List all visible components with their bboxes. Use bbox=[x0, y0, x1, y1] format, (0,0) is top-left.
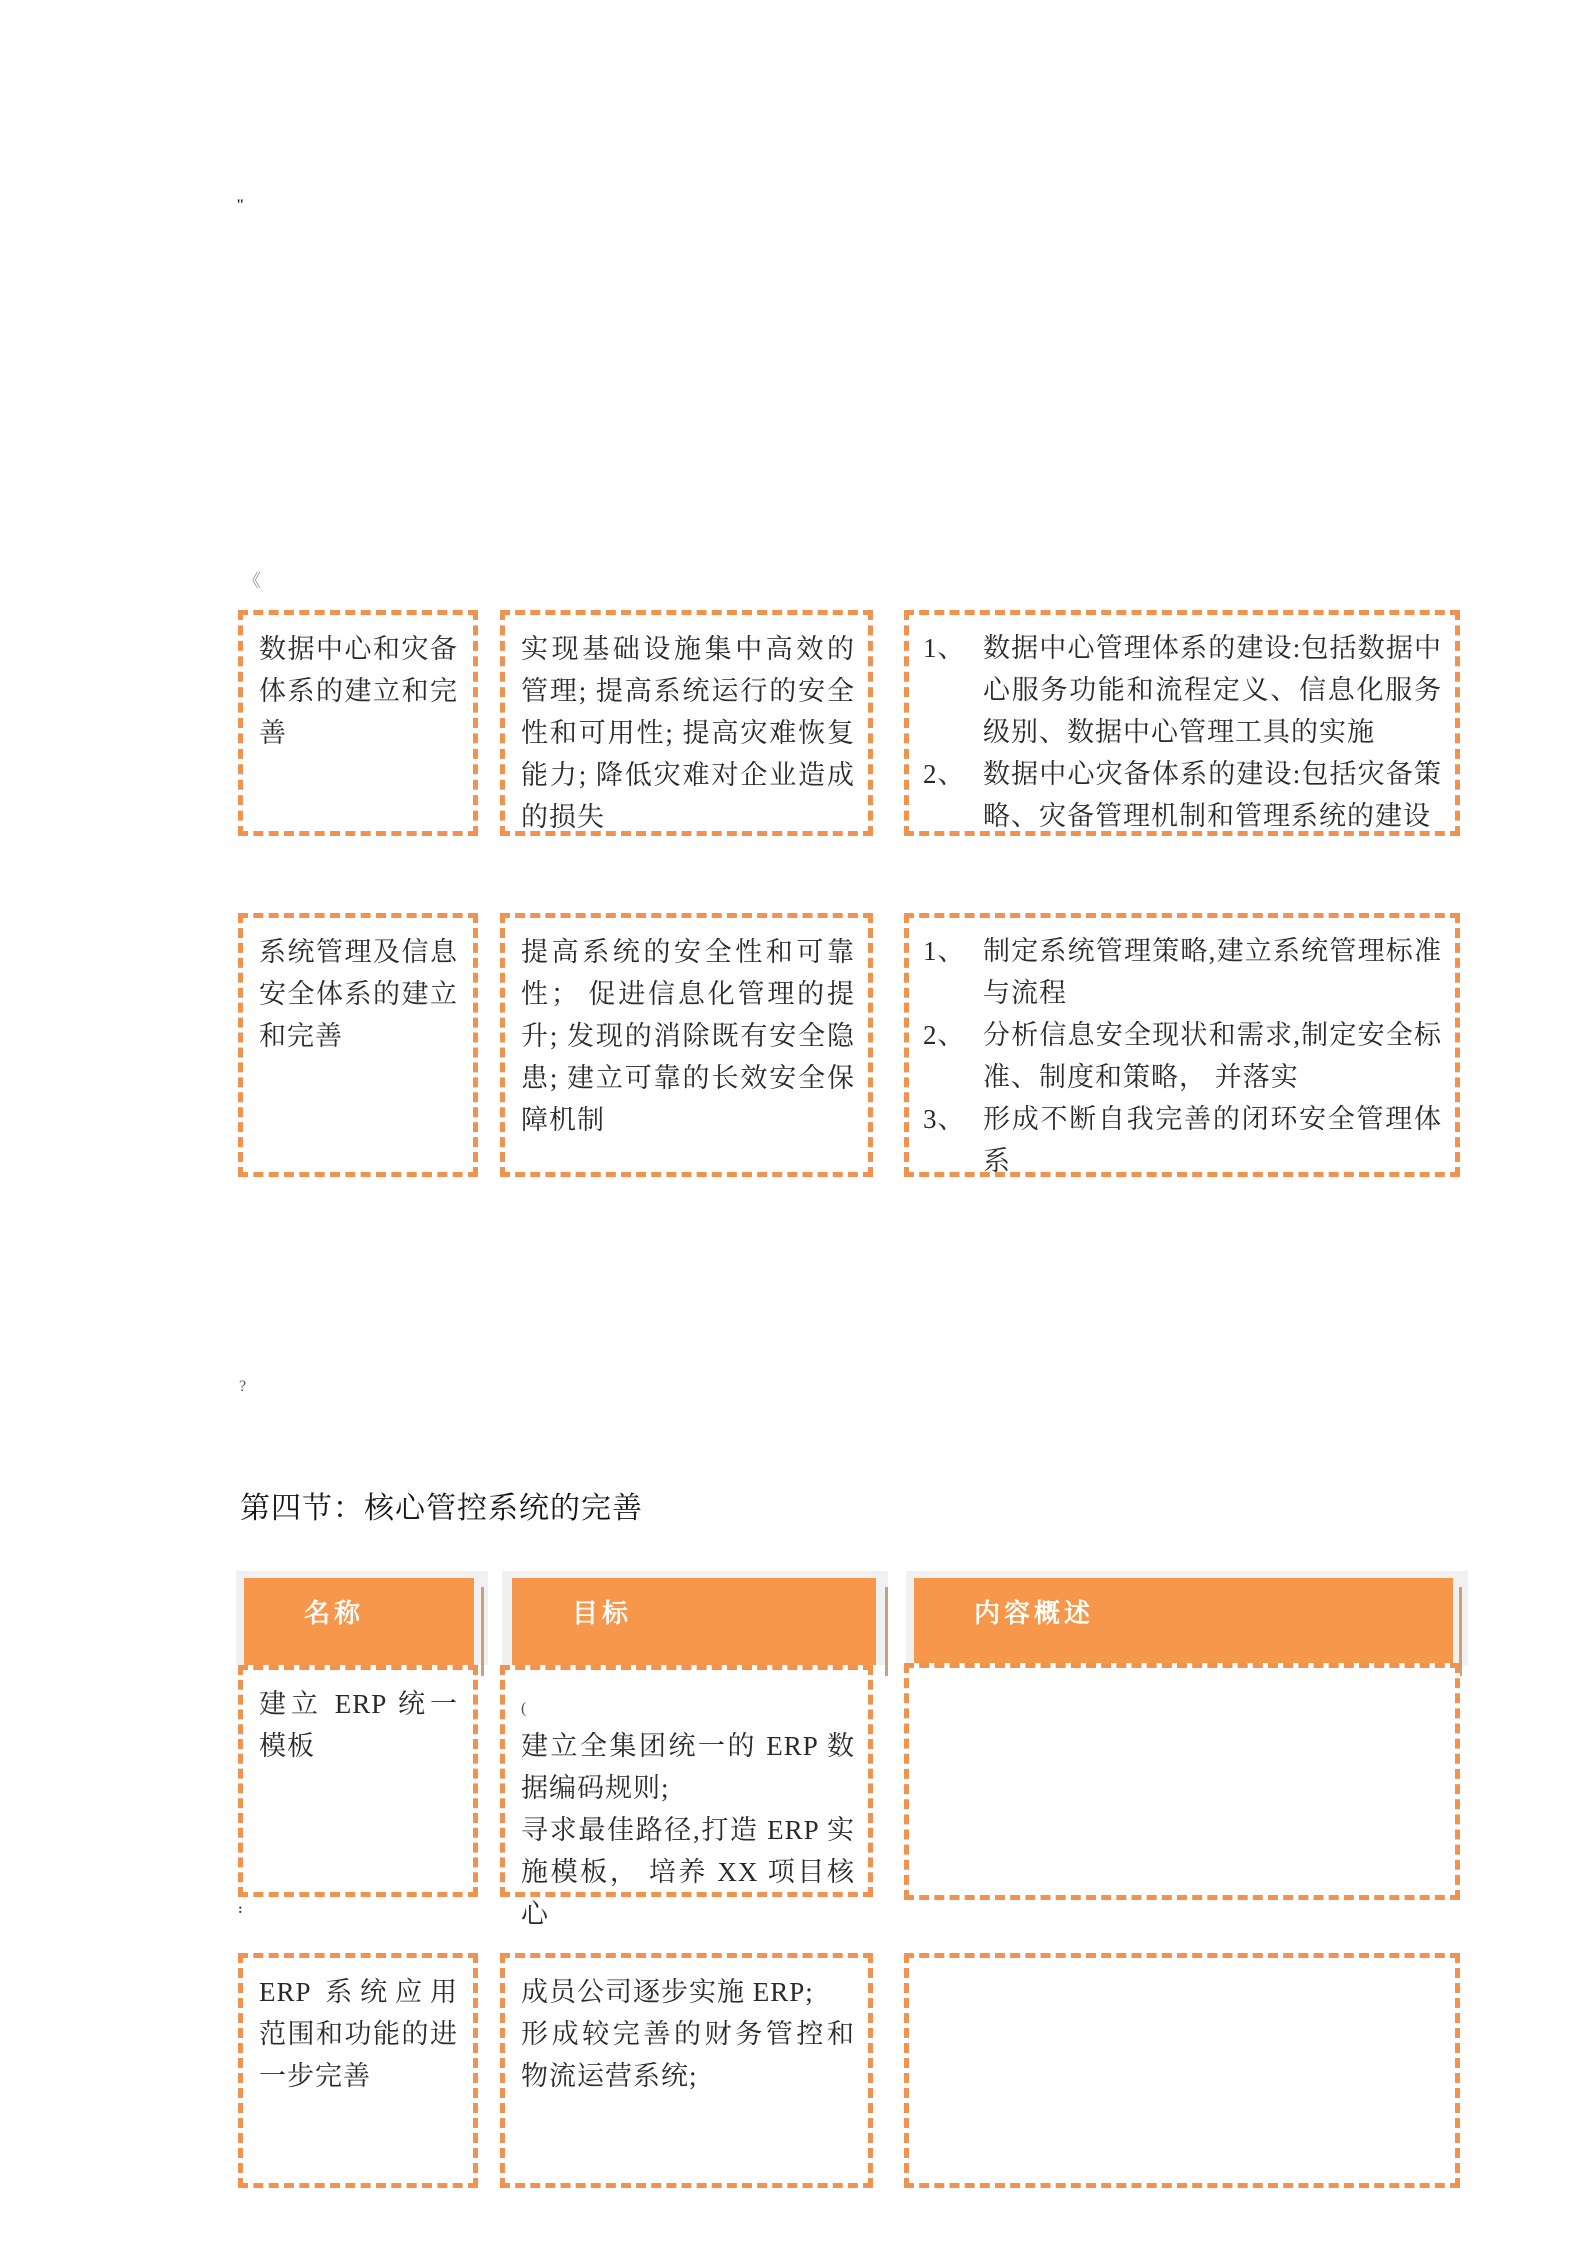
goal-line: 成员公司逐步实施 ERP; bbox=[521, 1977, 814, 2007]
section-title: 第四节：核心管控系统的完善 bbox=[240, 1492, 643, 1525]
stray-question-mark: ? bbox=[239, 1378, 247, 1395]
row1-name-text: 数据中心和灾备体系的建立和完善 bbox=[259, 634, 458, 748]
list-item-text: 制定系统管理策略,建立系统管理标准与流程 bbox=[983, 936, 1442, 1008]
goal-line: 形成较完善的财务管控和物流运营系统; bbox=[521, 2019, 855, 2091]
row-content-text bbox=[909, 1958, 1455, 1971]
bottom-table-row1-goal-cell bbox=[500, 1665, 873, 1929]
row2-name-text: 系统管理及信息安全体系的建立和完善 bbox=[259, 937, 458, 1051]
top-table-row1-goal-cell bbox=[500, 610, 873, 836]
top-table-row1-name-cell bbox=[238, 610, 478, 836]
list-item-number: 3、 bbox=[923, 1104, 966, 1134]
column-header-content bbox=[914, 1578, 1453, 1665]
list-item-text: 数据中心管理体系的建设:包括数据中心服务功能和流程定义、信息化服务级别、数据中心管理工具的实施 bbox=[983, 633, 1442, 747]
top-table-row2-name-cell bbox=[238, 913, 478, 1177]
row1-content-list bbox=[909, 615, 1455, 837]
row1-goal-text: 实现基础设施集中高效的管理; 提高系统运行的安全性和可用性; 提高灾难恢复能力; 降低灾难对企业造成的损失 bbox=[521, 634, 855, 832]
list-item bbox=[923, 753, 1442, 837]
bottom-table-row1-content-cell bbox=[904, 1663, 1460, 1900]
stray-quote-mark: " bbox=[236, 197, 245, 213]
list-item bbox=[923, 1098, 1442, 1182]
list-item bbox=[923, 1014, 1442, 1098]
row2-goal-text: 提高系统的安全性和可靠性； 促进信息化管理的提升; 发现的消除既有安全隐患; 建立可靠的长效安全保障机制 bbox=[521, 937, 855, 1135]
list-item-number: 1、 bbox=[923, 633, 966, 663]
bottom-table-row2-content-cell bbox=[904, 1953, 1460, 2188]
top-table-row2-goal-cell bbox=[500, 913, 873, 1177]
top-table-row2-content-cell bbox=[904, 913, 1460, 1177]
bottom-table-row1-name-cell bbox=[238, 1665, 478, 1897]
row-name-text: 建立 ERP 统一模板 bbox=[259, 1689, 458, 1761]
header-shadow bbox=[481, 1587, 484, 1676]
list-item-number: 2、 bbox=[923, 1020, 966, 1050]
list-item bbox=[923, 627, 1442, 753]
bottom-table-row2-name-cell bbox=[238, 1953, 478, 2188]
row-goal-text bbox=[505, 1958, 868, 2097]
list-item bbox=[923, 930, 1442, 1014]
bottom-table-row2-goal-cell bbox=[500, 1953, 873, 2188]
stray-bracket-mark: 《 bbox=[243, 571, 261, 591]
list-item-text: 数据中心灾备体系的建设:包括灾备策略、灾备管理机制和管理系统的建设 bbox=[983, 759, 1442, 831]
list-item-text: 形成不断自我完善的闭环安全管理体系 bbox=[983, 1104, 1442, 1176]
header-shadow bbox=[885, 1587, 888, 1676]
column-header-goal bbox=[512, 1578, 876, 1665]
top-table-row1-content-cell bbox=[904, 610, 1460, 836]
list-item-text: 分析信息安全现状和需求,制定安全标准、制度和策略， 并落实 bbox=[983, 1020, 1442, 1092]
goal-line: 建立全集团统一的 ERP 数据编码规则; bbox=[521, 1731, 855, 1803]
stray-paren-mark: ( bbox=[521, 1700, 527, 1717]
list-item-number: 1、 bbox=[923, 936, 966, 966]
row-content-text bbox=[909, 1668, 1455, 1681]
row2-content-list bbox=[909, 918, 1455, 1182]
list-item-number: 2、 bbox=[923, 759, 966, 789]
column-header-name bbox=[244, 1578, 474, 1665]
column-header-label: 目标 bbox=[572, 1598, 633, 1628]
row-name-text: ERP 系统应用范围和功能的进一步完善 bbox=[259, 1977, 458, 2091]
column-header-label: 名称 bbox=[304, 1598, 365, 1628]
stray-colon-mark: : bbox=[238, 1902, 243, 1917]
goal-line: 寻求最佳路径,打造 ERP 实施模板， 培养 XX 项目核心 bbox=[521, 1815, 855, 1929]
column-header-label: 内容概述 bbox=[974, 1598, 1095, 1628]
row-goal-text bbox=[505, 1670, 868, 1935]
